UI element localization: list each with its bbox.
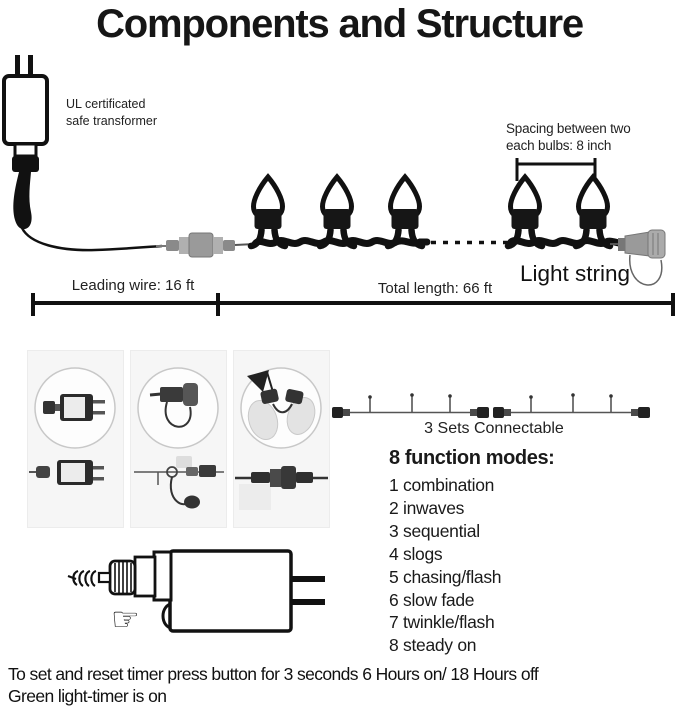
- transformer-label-line1: UL certificated: [66, 97, 146, 111]
- function-modes-list: [389, 474, 674, 657]
- leading-wire-connector-icon: [156, 233, 256, 257]
- bulb-3: [388, 177, 422, 246]
- connectable-strings-diagram: [330, 388, 658, 422]
- spacing-label-line1: Spacing between two: [506, 121, 631, 136]
- timer-instructions: [8, 664, 678, 707]
- end-cap-photo-graphic: [130, 350, 227, 528]
- connectable-caption: 3 Sets Connectable: [424, 420, 564, 437]
- mode-item-3: 3 sequential: [389, 520, 480, 541]
- page-title: Components and Structure: [96, 2, 583, 46]
- transformer-label-line2: safe transformer: [66, 114, 158, 128]
- transformer-icon: [4, 55, 162, 250]
- function-modes-heading: 8 function modes:: [389, 447, 555, 469]
- plug-prong-bottom: [291, 599, 325, 605]
- mode-item-8: 8 steady on: [389, 635, 477, 656]
- spacing-bracket: [517, 158, 595, 181]
- light-string-structure-diagram: [0, 50, 679, 322]
- timer-instruction-line2: Green light-timer is on: [8, 685, 167, 706]
- total-length-label: Total length: 66 ft: [377, 280, 493, 297]
- connector-barrel: [68, 552, 171, 600]
- photo-end-cap: [130, 350, 227, 528]
- bulb-5: [576, 177, 610, 246]
- adapter-body: [170, 551, 291, 631]
- bulb-2: [320, 177, 354, 246]
- mode-item-7: 7 twinkle/flash: [389, 612, 495, 633]
- string-segment-2: [493, 393, 650, 418]
- leading-wire-label: Leading wire: 16 ft: [71, 277, 195, 294]
- connecting-photo-graphic: [233, 350, 330, 528]
- photo-connecting-hands: [233, 350, 330, 528]
- plug-prong-top: [291, 576, 325, 582]
- mode-item-1: 1 combination: [389, 475, 495, 495]
- timer-instruction-line1: To set and reset timer press button for 3 seconds 6 Hours on/ 18 Hours off: [8, 664, 539, 684]
- photo-adapter-connection: [27, 350, 124, 528]
- timer-adapter-figure: [55, 535, 345, 670]
- mode-item-2: 2 inwaves: [389, 497, 465, 518]
- adapter-photo-graphic: [27, 350, 124, 528]
- string-segment-1: [332, 393, 489, 418]
- mode-item-4: 4 slogs: [389, 543, 443, 564]
- pointing-hand-icon: ☞: [111, 601, 140, 637]
- spacing-label-line2: each bulbs: 8 inch: [506, 138, 612, 153]
- bulb-4: [508, 177, 542, 246]
- light-string-label: Light string: [520, 261, 631, 286]
- mode-item-5: 5 chasing/flash: [389, 566, 502, 587]
- measurement-line: [33, 293, 673, 316]
- function-modes-block: [389, 447, 674, 657]
- bulb-1: [251, 177, 285, 246]
- mode-item-6: 6 slow fade: [389, 589, 475, 610]
